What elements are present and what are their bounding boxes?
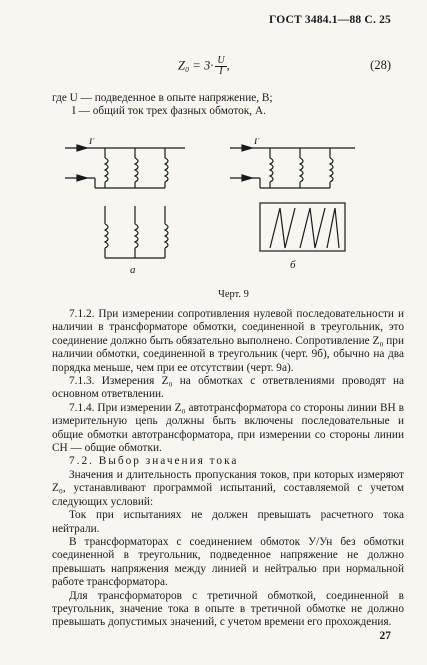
section-heading-7-2: 7.2. Выбор значения тока bbox=[69, 455, 239, 468]
diagram-a bbox=[65, 145, 185, 258]
para-7-1-4: 7.1.4. При измерении Z₀ автотрансформатора со стороны линии ВН в измерительную цепь должны быть включены последовательные и общие обмотки автотрансформатора, при измерении со стороны линии СН — общие обмотки. bbox=[52, 401, 404, 455]
diagram-a-current-label: I' bbox=[89, 138, 95, 147]
figure-caption: Черт. 9 bbox=[218, 289, 249, 300]
where-line-u: где U — подведенное в опыте напряжение, В; bbox=[52, 92, 273, 104]
diagram-a-label: а bbox=[130, 264, 136, 276]
para-7-1-3: 7.1.3. Измерения Z₀ на обмотках с ответвлениями проводят на основном ответвлении. bbox=[52, 375, 404, 401]
formula bbox=[178, 56, 230, 77]
formula-lhs: Z₀ = 3· bbox=[178, 58, 214, 73]
diagram-b bbox=[230, 145, 355, 251]
formula-denominator: I bbox=[219, 66, 223, 77]
para-transformers: В трансформаторах с соединением обмоток У/Ун без обмотки соединенной в треугольник, подведенное напряжение не должно превышать напряжения между линией и нейтралью при нормальной работе трансформатора. bbox=[52, 535, 404, 589]
equation-number: (28) bbox=[370, 58, 391, 72]
body-text bbox=[52, 308, 404, 630]
where-line-i: I — общий ток трех фазных обмоток, А. bbox=[72, 105, 266, 118]
para-current: Ток при испытаниях не должен превышать расчетного тока нейтрали. bbox=[52, 509, 404, 535]
para-values: Значения и длительность пропускания токов, при которых измеряют Z₀, устанавливают программой испытаний, составляемой с учетом следующих условий: bbox=[52, 468, 404, 508]
diagram-b-current-label: I' bbox=[254, 138, 260, 147]
page-header: ГОСТ 3484.1—88 С. 25 bbox=[268, 14, 391, 26]
para-7-1-2: 7.1.2. При измерении сопротивления нулевой последовательности и наличии в трансформаторе обмотки, соединенной в треугольник, это соединение должно быть обязательно выполнено. Сопротивление Z₀ при наличии обмотки, соединенной в треугольник (черт. 9б), обычно на два порядка меньше, чем при ее отсутствии (черт. 9а). bbox=[52, 308, 404, 374]
page-number: 27 bbox=[379, 630, 391, 642]
circuit-figure bbox=[55, 138, 375, 288]
para-tertiary: Для трансформаторов с третичной обмоткой, соединенной в треугольник, значение тока в опыте в третичной обмотке не должно превышать допустимых значений, с учетом времени его прохождения. bbox=[52, 589, 404, 629]
diagram-b-label: б bbox=[290, 259, 296, 271]
where-block bbox=[52, 92, 404, 119]
formula-numerator: U bbox=[217, 55, 225, 66]
formula-tail: , bbox=[226, 58, 230, 73]
formula-fraction bbox=[215, 56, 226, 77]
